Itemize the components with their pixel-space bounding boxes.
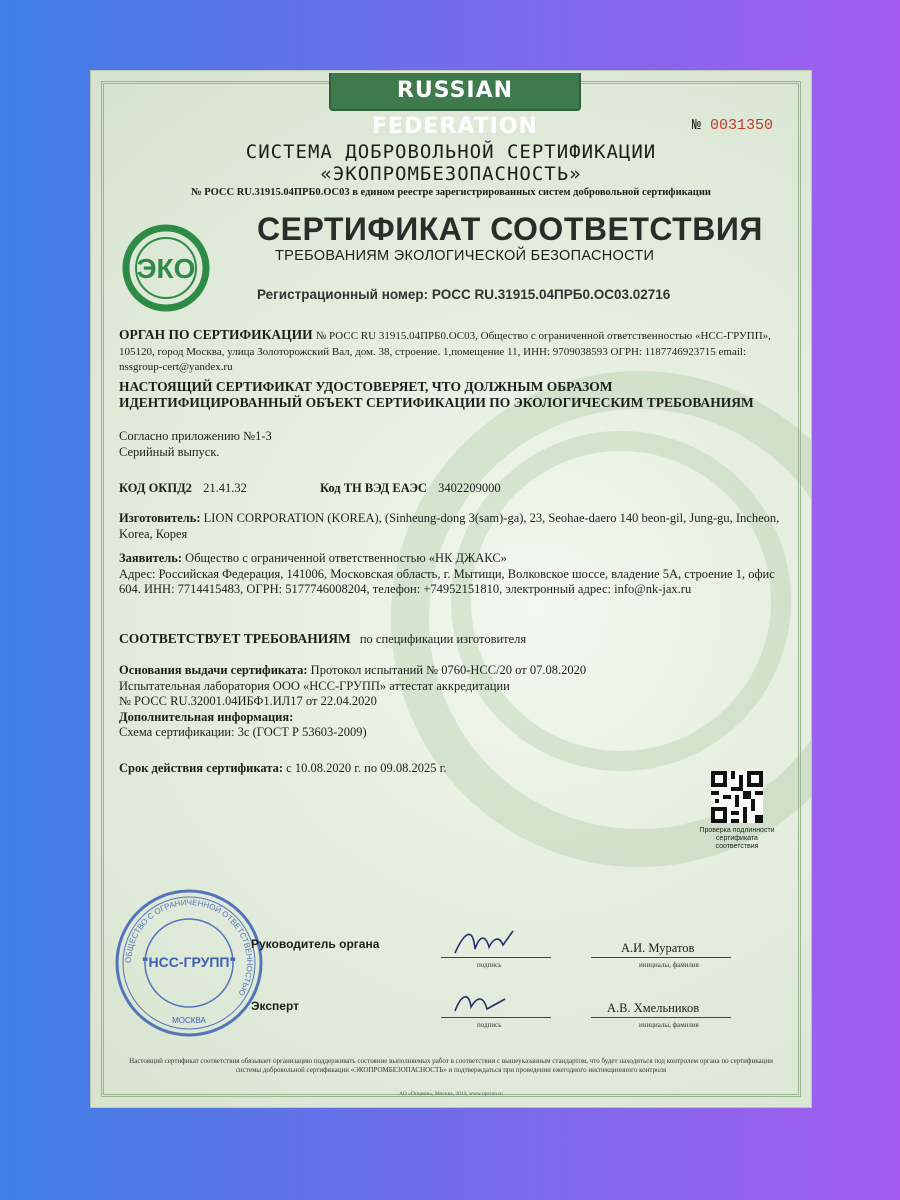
svg-text:ОБЩЕСТВО С ОГРАНИЧЕННОЙ ОТВЕТС xyxy=(124,898,254,997)
appendix-block xyxy=(119,429,781,460)
logo-text: ЭКО xyxy=(136,253,196,284)
applicant-text: Общество с ограниченной ответственностью «НК ДЖАКС» xyxy=(185,551,507,565)
serial-text: Серийный выпуск. xyxy=(119,444,220,459)
okpd-label: КОД ОКПД2 xyxy=(119,481,192,495)
validity-row xyxy=(119,761,781,777)
appendix-text: Согласно приложению №1-3 xyxy=(119,429,272,443)
applicant-address: Адрес: Российская Федерация, 141006, Московская область, г. Мытищи, Волковское шоссе, владение 5А, строение 1, офис 604. ИНН: 7714415483, ОГРН: 5177746008204, телефон: +74952151810, электронный адрес: info@nk-jax.ru xyxy=(119,566,775,596)
organization-stamp xyxy=(109,883,269,1043)
complies-row xyxy=(119,631,781,648)
stamp-name: "НСС-ГРУПП" xyxy=(141,954,237,970)
head-sign-line xyxy=(441,957,551,958)
basis-label: Основания выдачи сертификата: xyxy=(119,663,308,677)
complies-text: по спецификации изготовителя xyxy=(359,632,527,646)
tnved-label: Код ТН ВЭД ЕАЭС xyxy=(319,481,427,495)
footer-printer: АО «Опцион», Москва, 2019, www.opcion.ru xyxy=(399,1091,503,1097)
stamp-city: МОСКВА xyxy=(172,1016,206,1025)
footer-note: Настоящий сертификат соответствия обязывает организацию поддерживать состояние выполняемых работ в соответствии с вышеуказанным стандартом, что будет находиться под контролем органа по сертификации системы добровольной сертификации «ЭКОПРОМБЕЗОПАСНОСТЬ» и подтверждаться при проведении ежегодного инспекционного контроля xyxy=(129,1057,773,1074)
head-signature xyxy=(451,923,521,959)
validity-text: с 10.08.2020 г. по 09.08.2025 г. xyxy=(286,761,447,775)
expert-label: Эксперт xyxy=(251,999,300,1013)
registration-number: Регистрационный номер: РОСС RU.31915.04ПРБ0.ОС03.02716 xyxy=(257,287,671,302)
authority-block xyxy=(119,327,781,375)
number-prefix: № xyxy=(691,117,701,134)
country-banner: RUSSIAN FEDERATION xyxy=(329,73,581,111)
expert-signature xyxy=(451,985,511,1019)
okpd-value: 21.41.32 xyxy=(203,481,247,495)
eco-logo-icon xyxy=(121,223,211,313)
tnved-value: 3402209000 xyxy=(438,481,501,495)
system-title xyxy=(91,141,811,185)
system-title-line2: «ЭКОПРОМБЕЗОПАСНОСТЬ» xyxy=(320,163,582,185)
codes-row xyxy=(119,481,781,497)
expert-name: А.В. Хмельников xyxy=(607,1001,700,1015)
head-label: Руководитель органа xyxy=(251,937,380,951)
certificate-title: СЕРТИФИКАТ СООТВЕТСТВИЯ xyxy=(257,211,763,247)
expert-sign-hint: подпись xyxy=(477,1021,502,1029)
qr-code-icon[interactable] xyxy=(711,771,763,823)
head-name-hint: инициалы, фамилия xyxy=(639,961,699,969)
validity-label: Срок действия сертификата: xyxy=(119,761,284,775)
basis-text: Протокол испытаний № 0760-НСС/20 от 07.08.2020 xyxy=(310,663,587,677)
head-name-line xyxy=(591,957,731,958)
basis-lab: Испытательная лаборатория ООО «НСС-ГРУПП» аттестат аккредитации xyxy=(119,678,510,693)
authority-text: № РОСС RU 31915.04ПРБ0.ОС03, Общество с ограниченной ответственностью «НСС-ГРУПП», 105120, город Москва, улица Золоторожский Вал, дом. 38, строение. 1,помещение 11, ИНН: 9709038593 ОГРН: 1187746923715 email: nssgroup-cert@yandex.ru xyxy=(119,330,771,373)
extra-text: Схема сертификации: 3с (ГОСТ Р 53603-2009) xyxy=(119,725,367,739)
extra-label: Дополнительная информация: xyxy=(119,709,294,724)
statement: НАСТОЯЩИЙ СЕРТИФИКАТ УДОСТОВЕРЯЕТ, ЧТО ДОЛЖНЫМ ОБРАЗОМ ИДЕНТИФИЦИРОВАННЫЙ ОБЪЕКТ СЕРТИФИКАЦИИ ПО ЭКОЛОГИЧЕСКИМ ТРЕБОВАНИЯМ xyxy=(119,379,754,410)
expert-sign-line xyxy=(441,1017,551,1018)
system-title-line1: СИСТЕМА ДОБРОВОЛЬНОЙ СЕРТИФИКАЦИИ xyxy=(245,141,657,163)
head-name: А.И. Муратов xyxy=(621,941,695,955)
authority-label: ОРГАН ПО СЕРТИФИКАЦИИ xyxy=(119,327,313,342)
basis-accreditation: № РОСС RU.32001.04ИБФ1.ИЛ17 от 22.04.2020 xyxy=(119,694,377,708)
qr-caption: Проверка подлинности сертификата соответствия xyxy=(699,827,775,850)
basis-block xyxy=(119,663,781,741)
expert-name-line xyxy=(591,1017,731,1018)
stamp-ring-text: ОБЩЕСТВО С ОГРАНИЧЕННОЙ ОТВЕТСТВЕННОСТЬЮ xyxy=(123,897,255,998)
certificate-subtitle: ТРЕБОВАНИЯМ ЭКОЛОГИЧЕСКОЙ БЕЗОПАСНОСТИ xyxy=(275,248,655,264)
expert-name-hint: инициалы, фамилия xyxy=(639,1021,699,1029)
head-sign-hint: подпись xyxy=(477,961,502,969)
certificate-number xyxy=(692,117,773,134)
certificate-sheet xyxy=(90,70,812,1108)
manufacturer-block xyxy=(119,511,781,542)
complies-label: СООТВЕТСТВУЕТ ТРЕБОВАНИЯМ xyxy=(119,631,351,646)
applicant-block xyxy=(119,551,781,598)
number-value: 0031350 xyxy=(709,117,773,134)
manufacturer-label: Изготовитель: xyxy=(119,511,201,525)
manufacturer-text: LION CORPORATION (KOREA), (Sinheung-dong 3(sam)-ga), 23, Seohae-daero 140 beon-gil, Jung-gu, Incheon, Korea, Корея xyxy=(119,511,780,541)
applicant-label: Заявитель: xyxy=(119,551,183,565)
system-registry: № РОСС RU.31915.04ПРБ0.ОС03 в едином реестре зарегистрированных систем добровольной сертификации xyxy=(191,187,711,198)
